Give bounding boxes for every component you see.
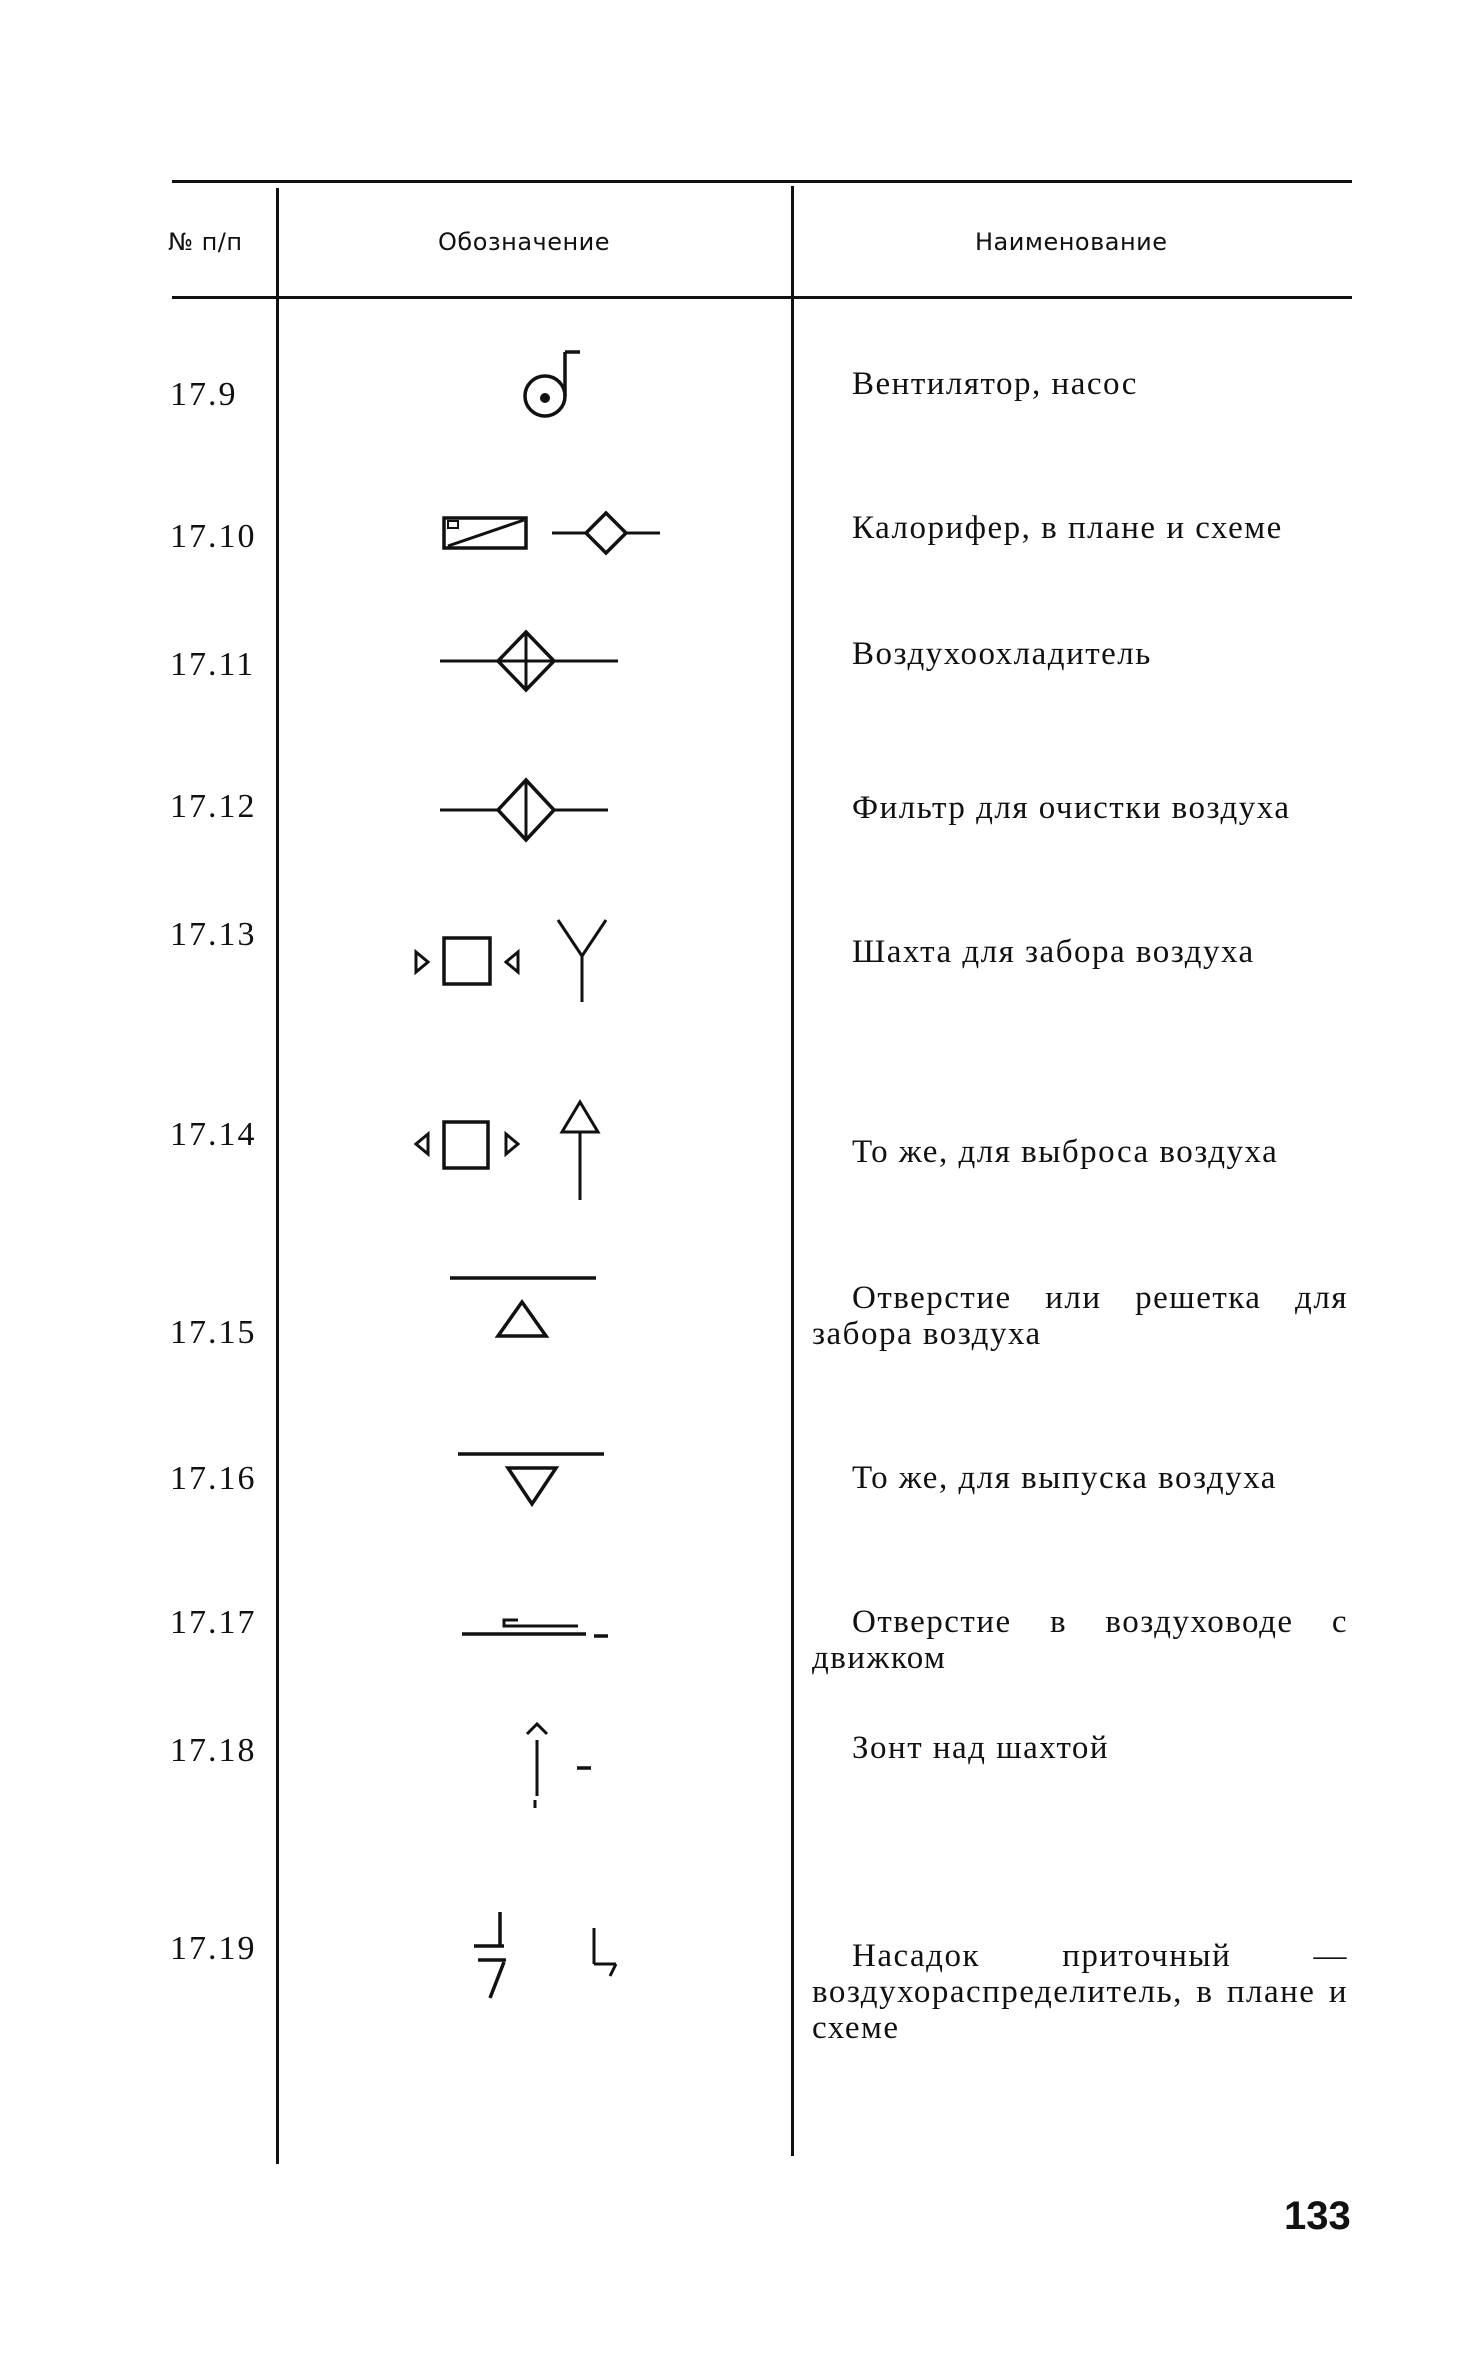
- row-name: Отверстие в воздуховоде с движком: [812, 1604, 1348, 1676]
- row-name: Шахта для забора воздуха: [852, 934, 1255, 970]
- row-name: Отверстие или решетка для забора воздуха: [812, 1280, 1348, 1352]
- row-number: 17.12: [170, 788, 257, 825]
- intake-grille-symbol-icon: [448, 1272, 600, 1352]
- air-intake-shaft-symbol-icon: [410, 910, 615, 1010]
- row-name: Насадок приточный — воздухораспределитель, в плане и схеме: [812, 1938, 1348, 2046]
- row-name: То же, для выброса воздуха: [852, 1134, 1279, 1170]
- table-top-rule: [172, 180, 1352, 183]
- header-number: № п/п: [168, 228, 243, 256]
- air-cooler-symbol-icon: [438, 626, 623, 696]
- row-name: Воздухоохладитель: [852, 636, 1152, 672]
- column-divider-2: [791, 186, 794, 2156]
- heater-symbol-icon: [440, 508, 670, 558]
- row-number: 17.14: [170, 1116, 257, 1153]
- column-divider-1: [276, 188, 279, 2164]
- row-name: Калорифер, в плане и схеме: [852, 510, 1283, 546]
- row-name: Вентилятор, насос: [852, 366, 1138, 402]
- supply-nozzle-symbol-icon: [464, 1904, 634, 2014]
- table-header-rule: [172, 296, 1352, 299]
- row-number: 17.17: [170, 1604, 257, 1641]
- row-number: 17.9: [170, 376, 238, 413]
- row-number: 17.18: [170, 1732, 257, 1769]
- row-name: Фильтр для очистки воздуха: [852, 790, 1291, 826]
- exhaust-grille-symbol-icon: [456, 1448, 608, 1528]
- air-filter-symbol-icon: [438, 774, 613, 844]
- duct-opening-slide-symbol-icon: [458, 1602, 618, 1652]
- page-number: 133: [1284, 2194, 1351, 2238]
- row-number: 17.19: [170, 1930, 257, 1967]
- header-name: Наименование: [975, 228, 1168, 256]
- row-number: 17.11: [170, 646, 256, 683]
- row-number: 17.16: [170, 1460, 257, 1497]
- fan-pump-symbol-icon: [520, 348, 590, 428]
- air-exhaust-shaft-symbol-icon: [410, 1096, 615, 1206]
- header-symbol: Обозначение: [438, 228, 611, 256]
- row-name: Зонт над шахтой: [852, 1730, 1110, 1766]
- row-number: 17.10: [170, 518, 257, 555]
- shaft-hood-symbol-icon: [515, 1716, 605, 1816]
- row-number: 17.13: [170, 916, 257, 953]
- row-name: То же, для выпуска воздуха: [852, 1460, 1277, 1496]
- row-number: 17.15: [170, 1314, 257, 1351]
